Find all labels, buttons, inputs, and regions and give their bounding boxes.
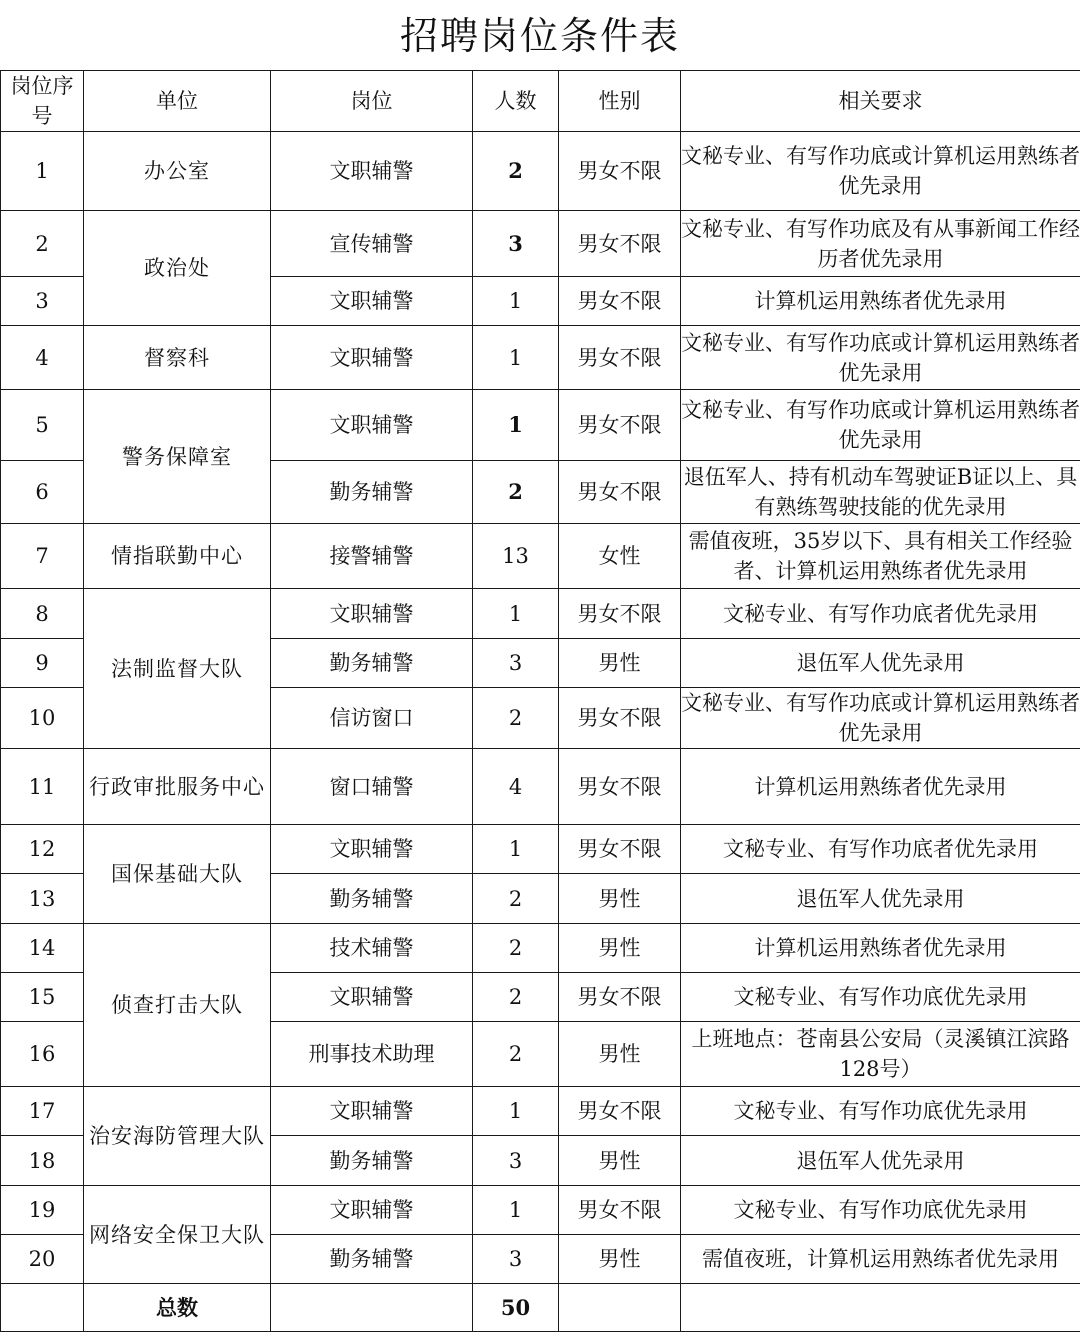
count-cell: 2 <box>473 1022 559 1087</box>
page-title: 招聘岗位条件表 <box>0 0 1080 70</box>
header-gender: 性别 <box>559 71 681 132</box>
row-number: 11 <box>1 749 84 825</box>
count-cell: 1 <box>473 277 559 326</box>
gender-cell: 男女不限 <box>559 973 681 1022</box>
header-count: 人数 <box>473 71 559 132</box>
requirements-cell: 文秘专业、有写作功底及有从事新闻工作经历者优先录用 <box>681 211 1080 277</box>
post-cell: 文职辅警 <box>271 277 473 326</box>
gender-cell: 男女不限 <box>559 825 681 874</box>
requirements-cell: 退伍军人、持有机动车驾驶证B证以上、具有熟练驾驶技能的优先录用 <box>681 461 1080 524</box>
table-row <box>1 326 1080 390</box>
count-cell: 1 <box>473 825 559 874</box>
requirements-cell: 需值夜班，35岁以下、具有相关工作经验者、计算机运用熟练者优先录用 <box>681 524 1080 589</box>
requirements-cell: 文秘专业、有写作功底优先录用 <box>681 1087 1080 1136</box>
header-unit: 单位 <box>84 71 271 132</box>
unit-cell: 情指联勤中心 <box>84 524 271 589</box>
table-row <box>1 749 1080 825</box>
row-number: 15 <box>1 973 84 1022</box>
table-row <box>1 211 1080 277</box>
post-cell: 勤务辅警 <box>271 874 473 924</box>
unit-cell: 国保基础大队 <box>84 825 271 924</box>
count-cell: 3 <box>473 639 559 688</box>
gender-cell: 男女不限 <box>559 277 681 326</box>
total-empty-cell <box>681 1284 1080 1332</box>
unit-cell: 办公室 <box>84 132 271 211</box>
gender-cell: 男女不限 <box>559 589 681 639</box>
gender-cell: 男女不限 <box>559 749 681 825</box>
post-cell: 文职辅警 <box>271 132 473 211</box>
count-cell: 3 <box>473 1235 559 1284</box>
row-number: 7 <box>1 524 84 589</box>
table-row <box>1 1087 1080 1136</box>
row-number: 16 <box>1 1022 84 1087</box>
total-value: 50 <box>473 1284 559 1332</box>
count-cell: 1 <box>473 589 559 639</box>
requirements-cell: 退伍军人优先录用 <box>681 874 1080 924</box>
gender-cell: 男性 <box>559 1136 681 1186</box>
requirements-cell: 文秘专业、有写作功底优先录用 <box>681 973 1080 1022</box>
count-cell: 3 <box>473 211 559 277</box>
unit-cell: 网络安全保卫大队 <box>84 1186 271 1284</box>
post-cell: 文职辅警 <box>271 326 473 390</box>
unit-cell: 治安海防管理大队 <box>84 1087 271 1186</box>
count-cell: 2 <box>473 973 559 1022</box>
header-no: 岗位序号 <box>1 71 84 132</box>
gender-cell: 男性 <box>559 1022 681 1087</box>
unit-cell: 法制监督大队 <box>84 589 271 749</box>
row-number: 9 <box>1 639 84 688</box>
table-header-row <box>1 71 1080 132</box>
requirements-cell: 文秘专业、有写作功底者优先录用 <box>681 825 1080 874</box>
requirements-cell: 需值夜班，计算机运用熟练者优先录用 <box>681 1235 1080 1284</box>
requirements-cell: 计算机运用熟练者优先录用 <box>681 277 1080 326</box>
requirements-cell: 退伍军人优先录用 <box>681 1136 1080 1186</box>
row-number: 20 <box>1 1235 84 1284</box>
header-requirements: 相关要求 <box>681 71 1080 132</box>
post-cell: 文职辅警 <box>271 1186 473 1235</box>
requirements-cell: 计算机运用熟练者优先录用 <box>681 924 1080 973</box>
gender-cell: 男女不限 <box>559 461 681 524</box>
count-cell: 1 <box>473 1186 559 1235</box>
unit-cell: 警务保障室 <box>84 390 271 524</box>
gender-cell: 男女不限 <box>559 1186 681 1235</box>
post-cell: 宣传辅警 <box>271 211 473 277</box>
post-cell: 文职辅警 <box>271 589 473 639</box>
gender-cell: 男女不限 <box>559 211 681 277</box>
row-number: 5 <box>1 390 84 461</box>
unit-cell: 侦查打击大队 <box>84 924 271 1087</box>
count-cell: 1 <box>473 1087 559 1136</box>
gender-cell: 男女不限 <box>559 1087 681 1136</box>
unit-cell: 政治处 <box>84 211 271 326</box>
requirements-cell: 计算机运用熟练者优先录用 <box>681 749 1080 825</box>
row-number: 8 <box>1 589 84 639</box>
row-number: 4 <box>1 326 84 390</box>
total-label: 总数 <box>84 1284 271 1332</box>
post-cell: 勤务辅警 <box>271 461 473 524</box>
post-cell: 技术辅警 <box>271 924 473 973</box>
gender-cell: 男性 <box>559 1235 681 1284</box>
requirements-cell: 文秘专业、有写作功底或计算机运用熟练者优先录用 <box>681 326 1080 390</box>
row-number: 12 <box>1 825 84 874</box>
count-cell: 13 <box>473 524 559 589</box>
post-cell: 文职辅警 <box>271 390 473 461</box>
row-number: 19 <box>1 1186 84 1235</box>
total-empty-cell <box>559 1284 681 1332</box>
count-cell: 2 <box>473 132 559 211</box>
table-row <box>1 825 1080 874</box>
table-row <box>1 390 1080 461</box>
count-cell: 1 <box>473 390 559 461</box>
total-empty-cell <box>271 1284 473 1332</box>
unit-cell: 行政审批服务中心 <box>84 749 271 825</box>
count-cell: 2 <box>473 924 559 973</box>
total-row <box>1 1284 1080 1332</box>
count-cell: 2 <box>473 688 559 749</box>
total-empty-cell <box>1 1284 84 1332</box>
row-number: 2 <box>1 211 84 277</box>
post-cell: 文职辅警 <box>271 825 473 874</box>
post-cell: 勤务辅警 <box>271 1235 473 1284</box>
gender-cell: 男女不限 <box>559 688 681 749</box>
requirements-cell: 文秘专业、有写作功底优先录用 <box>681 1186 1080 1235</box>
requirements-cell: 文秘专业、有写作功底或计算机运用熟练者优先录用 <box>681 390 1080 461</box>
count-cell: 3 <box>473 1136 559 1186</box>
header-post: 岗位 <box>271 71 473 132</box>
table-row <box>1 1186 1080 1235</box>
post-cell: 刑事技术助理 <box>271 1022 473 1087</box>
table-row <box>1 589 1080 639</box>
requirements-cell: 文秘专业、有写作功底或计算机运用熟练者优先录用 <box>681 132 1080 211</box>
row-number: 17 <box>1 1087 84 1136</box>
gender-cell: 男女不限 <box>559 132 681 211</box>
post-cell: 文职辅警 <box>271 1087 473 1136</box>
recruitment-table <box>0 70 1080 1332</box>
row-number: 10 <box>1 688 84 749</box>
post-cell: 勤务辅警 <box>271 1136 473 1186</box>
post-cell: 勤务辅警 <box>271 639 473 688</box>
post-cell: 接警辅警 <box>271 524 473 589</box>
table-row <box>1 924 1080 973</box>
requirements-cell: 文秘专业、有写作功底者优先录用 <box>681 589 1080 639</box>
post-cell: 信访窗口 <box>271 688 473 749</box>
count-cell: 1 <box>473 326 559 390</box>
gender-cell: 女性 <box>559 524 681 589</box>
table-row <box>1 524 1080 589</box>
count-cell: 4 <box>473 749 559 825</box>
post-cell: 窗口辅警 <box>271 749 473 825</box>
row-number: 14 <box>1 924 84 973</box>
requirements-cell: 文秘专业、有写作功底或计算机运用熟练者优先录用 <box>681 688 1080 749</box>
requirements-cell: 退伍军人优先录用 <box>681 639 1080 688</box>
table-row <box>1 132 1080 211</box>
row-number: 1 <box>1 132 84 211</box>
row-number: 3 <box>1 277 84 326</box>
gender-cell: 男性 <box>559 924 681 973</box>
gender-cell: 男性 <box>559 639 681 688</box>
row-number: 13 <box>1 874 84 924</box>
gender-cell: 男女不限 <box>559 326 681 390</box>
gender-cell: 男女不限 <box>559 390 681 461</box>
row-number: 18 <box>1 1136 84 1186</box>
count-cell: 2 <box>473 874 559 924</box>
count-cell: 2 <box>473 461 559 524</box>
gender-cell: 男性 <box>559 874 681 924</box>
post-cell: 文职辅警 <box>271 973 473 1022</box>
unit-cell: 督察科 <box>84 326 271 390</box>
requirements-cell: 上班地点：苍南县公安局（灵溪镇江滨路128号） <box>681 1022 1080 1087</box>
row-number: 6 <box>1 461 84 524</box>
